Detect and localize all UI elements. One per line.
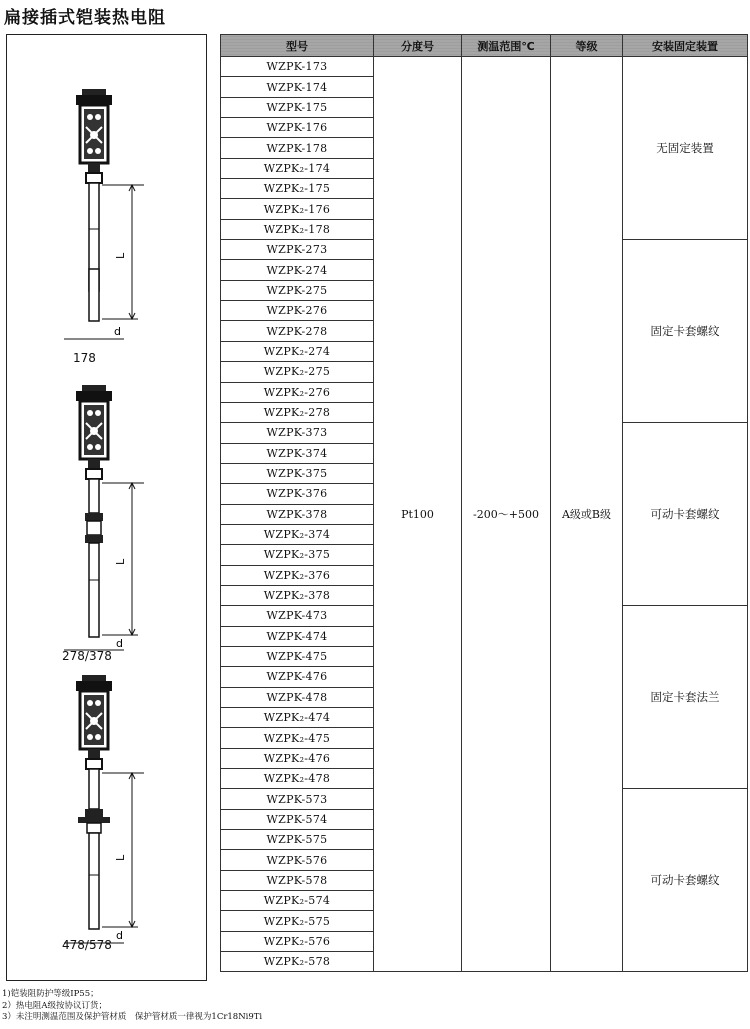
model-cell: WZPK-178 xyxy=(221,138,374,158)
figure-label: 178 xyxy=(73,351,96,365)
model-cell: WZPK₂-475 xyxy=(221,728,374,748)
model-cell: WZPK-176 xyxy=(221,118,374,138)
header-model: 型号 xyxy=(221,35,374,57)
model-cell: WZPK₂-176 xyxy=(221,199,374,219)
graduation-cell: Pt100 xyxy=(374,57,462,972)
model-cell: WZPK-374 xyxy=(221,443,374,463)
sensor-drawing-178 xyxy=(64,89,144,339)
dim-d-label: d xyxy=(116,637,123,650)
dim-d-label: d xyxy=(116,929,123,942)
model-cell: WZPK-274 xyxy=(221,260,374,280)
dim-l-label: L xyxy=(114,854,127,861)
model-cell: WZPK₂-376 xyxy=(221,565,374,585)
footnote: 2）热电阻A级按协议订货； xyxy=(2,1000,108,1011)
header-mount: 安装固定装置 xyxy=(623,35,748,57)
model-cell: WZPK₂-276 xyxy=(221,382,374,402)
dim-l-label: L xyxy=(114,252,127,259)
model-cell: WZPK₂-174 xyxy=(221,158,374,178)
model-cell: WZPK₂-378 xyxy=(221,585,374,605)
model-cell: WZPK-276 xyxy=(221,301,374,321)
model-cell: WZPK₂-574 xyxy=(221,891,374,911)
sensor-drawings xyxy=(7,35,206,980)
model-cell: WZPK₂-275 xyxy=(221,362,374,382)
dim-d-label: d xyxy=(114,325,121,338)
mount-cell: 固定卡套法兰 xyxy=(623,606,748,789)
model-cell: WZPK₂-374 xyxy=(221,524,374,544)
model-cell: WZPK-576 xyxy=(221,850,374,870)
model-cell: WZPK₂-575 xyxy=(221,911,374,931)
header-range: 测温范围℃ xyxy=(462,35,551,57)
model-cell: WZPK-175 xyxy=(221,97,374,117)
model-cell: WZPK-474 xyxy=(221,626,374,646)
model-cell: WZPK-573 xyxy=(221,789,374,809)
table-row xyxy=(221,57,748,77)
model-cell: WZPK₂-576 xyxy=(221,931,374,951)
model-cell: WZPK-378 xyxy=(221,504,374,524)
header-graduation: 分度号 xyxy=(374,35,462,57)
spec-table xyxy=(220,34,748,972)
model-cell: WZPK-375 xyxy=(221,463,374,483)
footnote: 1)铠装阻防护等级IP55； xyxy=(2,989,99,999)
model-cell: WZPK₂-375 xyxy=(221,545,374,565)
model-cell: WZPK-476 xyxy=(221,667,374,687)
model-cell: WZPK₂-478 xyxy=(221,769,374,789)
diagram-panel xyxy=(6,34,207,981)
model-cell: WZPK-275 xyxy=(221,280,374,300)
model-cell: WZPK-376 xyxy=(221,484,374,504)
mount-cell: 固定卡套螺纹 xyxy=(623,240,748,423)
model-cell: WZPK-575 xyxy=(221,830,374,850)
model-cell: WZPK-475 xyxy=(221,646,374,666)
figure-label: 478/578 xyxy=(62,938,112,952)
model-cell: WZPK-574 xyxy=(221,809,374,829)
model-cell: WZPK₂-175 xyxy=(221,179,374,199)
model-cell: WZPK-578 xyxy=(221,870,374,890)
model-cell: WZPK₂-274 xyxy=(221,341,374,361)
model-cell: WZPK₂-474 xyxy=(221,708,374,728)
sensor-drawing-478-578 xyxy=(64,675,144,943)
mount-cell: 可动卡套螺纹 xyxy=(623,423,748,606)
model-cell: WZPK₂-178 xyxy=(221,219,374,239)
mount-cell: 无固定装置 xyxy=(623,57,748,240)
footnote: 3）未注明测温范围及保护管材质 保护管材质一律视为1Cr18Ni9Ti xyxy=(2,1012,263,1022)
grade-cell: A级或B级 xyxy=(551,57,623,972)
model-cell: WZPK-473 xyxy=(221,606,374,626)
sensor-drawing-278-378 xyxy=(64,385,144,650)
model-cell: WZPK₂-476 xyxy=(221,748,374,768)
header-grade: 等级 xyxy=(551,35,623,57)
table-header-row xyxy=(221,35,748,57)
model-cell: WZPK-173 xyxy=(221,57,374,77)
dim-l-label: L xyxy=(114,558,127,565)
footnotes xyxy=(2,989,262,1024)
model-cell: WZPK₂-578 xyxy=(221,952,374,972)
figure-label: 278/378 xyxy=(62,649,112,663)
model-cell: WZPK-174 xyxy=(221,77,374,97)
model-cell: WZPK₂-278 xyxy=(221,402,374,422)
model-cell: WZPK-278 xyxy=(221,321,374,341)
model-cell: WZPK-478 xyxy=(221,687,374,707)
model-cell: WZPK-373 xyxy=(221,423,374,443)
model-cell: WZPK-273 xyxy=(221,240,374,260)
mount-cell: 可动卡套螺纹 xyxy=(623,789,748,972)
page-title: 扁接插式铠装热电阻 xyxy=(4,8,166,28)
range-cell: -200～+500 xyxy=(462,57,551,972)
